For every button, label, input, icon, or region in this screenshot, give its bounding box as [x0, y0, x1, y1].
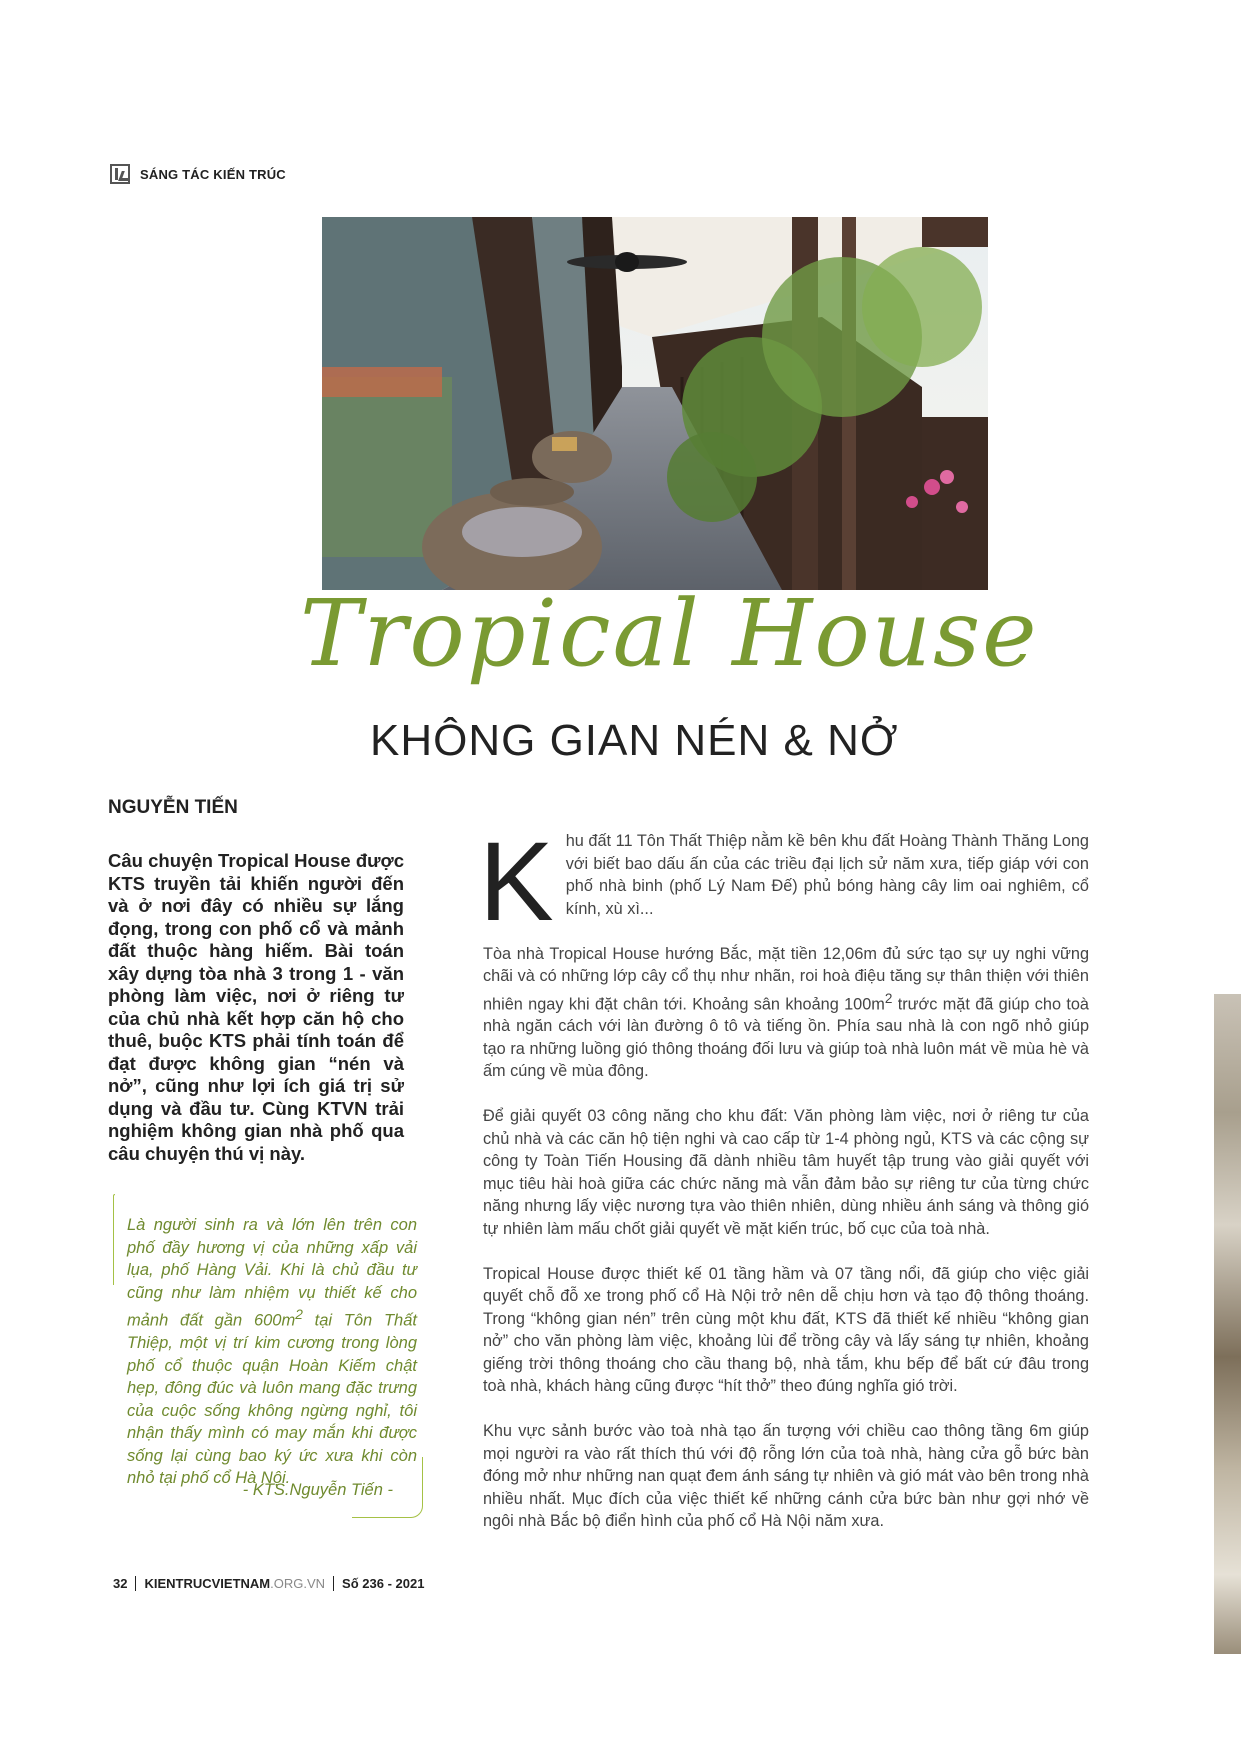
body-text [479, 819, 1089, 1555]
body-paragraph-3: Để giải quyết 03 công năng cho khu đất: Văn phòng làm việc, nơi ở riêng tư của chủ nhà và các căn hộ tiện nghi và cao cấp từ 1-4 phòng ngủ, KTS và các cộng sự công ty Toàn Tiến Housing đã dành nhiều tâm huyết tập trung vào giải quyết với mục tiêu hài hoà giữa các chức năng mà vẫn đảm bảo sự riêng tư của từng chức năng nhưng lấy việc nương tựa vào thiên nhiên, dùng nhiều ánh sáng và thông gió tự nhiên làm mấu chốt giải quyết về mặt kiến trúc, bố cục của toà nhà. [483, 1107, 1089, 1238]
drop-cap: K [479, 819, 554, 944]
page-footer [113, 1576, 424, 1591]
quote-text: Là người sinh ra và lớn lên trên con phố đầy hương vị của những xấp vải lụa, phố Hàng Vải. Khi là chủ đầu tư cũng như làm nhiệm vụ thiết kế cho mảnh đất gần $600m^2$ tại Tôn Thất Thiệp, một vị trí kim cương trong lòng phố cổ thuộc quận Hoàn Kiếm chật hẹp, đông đúc và luôn mang đặc trưng của cuộc sống không ngừng nghỉ, tôi nhận thấy mình có may mắn khi được sống lại cùng bao ký ức xưa khi còn nhỏ tại phố cổ Hà Nội. [127, 1216, 417, 1487]
pull-quote [113, 1194, 423, 1518]
adjacent-page-edge [1214, 994, 1241, 1654]
footer-brand: KIENTRUCVIETNAM [144, 1576, 271, 1591]
footer-brand-suffix: .ORG.VN [270, 1576, 326, 1591]
ktvn-logo-icon [110, 164, 130, 184]
article-title-script: Tropical House [300, 580, 1039, 687]
quote-attribution: - KTS.Nguyễn Tiến - [242, 1481, 393, 1499]
lead-paragraph: Câu chuyện Tropical House được KTS truyền tải khiến người đến và ở nơi đây có nhiều sự lắng đọng, trong con phố cổ và mảnh đất thuộc hàng hiếm. Bài toán xây dựng tòa nhà 3 trong 1 - văn phòng làm việc, nơi ở riêng tư của chủ nhà kết hợp căn hộ cho thuê, buộc KTS phải tính toán để đạt được không gian “nén và nở”, cũng như lợi ích giá trị sử dụng và đầu tư. Cùng KTVN trải nghiệm không gian nhà phố qua câu chuyện thú vị này. [108, 850, 404, 1164]
footer-divider [135, 1576, 136, 1591]
section-label: SÁNG TÁC KIẾN TRÚC [140, 166, 286, 182]
section-header [110, 164, 286, 184]
body-paragraph-4: Tropical House được thiết kế 01 tầng hầm và 07 tầng nổi, đã giúp cho việc giải quyết chỗ đỗ xe trong phố cổ Hà Nội trở nên dễ chịu hơn và tạo độ thông thoáng. Trong “không gian nén” trên cùng một khu đất, KTS đã thiết kế nhiều “không gian nở” cho văn phòng làm việc, khoảng lùi để trồng cây và lấy sáng tự nhiên, khoảng giếng trời thông thoáng cho cầu thang bộ, nhà tắm, khu bếp để bất cứ đâu trong toà nhà, khách hàng cũng được “hít thở” theo đúng nghĩa gió trời. [483, 1264, 1089, 1396]
footer-divider [333, 1576, 334, 1591]
body-paragraph-2: Tòa nhà Tropical House hướng Bắc, mặt tiền 12,06m đủ sức tạo sự uy nghi vững chãi và có những lớp cây cổ thụ như nhãn, roi hoà điệu tăng sự thân thiện với thiên nhiên ngay khi đặt chân tới. Khoảng sân khoảng $100m^2$ trước mặt đã giúp cho toà nhà ngăn cách với làn đường ô tô và tiếng ồn. Phía sau nhà là con ngõ nhỏ giúp tạo ra những luồng gió thông thoáng đối lưu và giúp toà nhà luôn mát về mùa hè và ấm cúng về mùa đông. [483, 944, 1089, 1081]
article-subtitle: KHÔNG GIAN NÉN & NỞ [370, 716, 899, 765]
body-paragraph-5: Khu vực sảnh bước vào toà nhà tạo ấn tượng với chiều cao thông tầng 6m giúp mọi người ra vào rất thích thú với độ rỗng lớn của toà nhà, hàng cửa gỗ bức bàn đóng mở như những nan quạt đem ánh sáng tự nhiên và gió mát vào bên trong nhà nhiều nhất. Mục đích của việc thiết kế những cánh cửa bức bàn như gợi nhớ về ngôi nhà Bắc bộ điển hình của phố cổ Hà Nội năm xưa. [483, 1422, 1089, 1531]
body-paragraph-1: Khu đất 11 Tôn Thất Thiệp nằm kề bên khu đất Hoàng Thành Thăng Long với biết bao dấu ấn của các triều đại lịch sử năm xưa, tiếp giáp với con phố nhà binh (phố Lý Nam Đế) phủ bóng hàng cây lim oai nghiêm, cổ kính, xù xì... [479, 819, 1089, 944]
quote-border-top [113, 1194, 115, 1285]
balcony-photo [322, 217, 988, 590]
author-name: NGUYỄN TIẾN [108, 797, 238, 818]
page-number: 32 [113, 1576, 128, 1591]
issue-number: Số 236 - 2021 [342, 1576, 425, 1591]
